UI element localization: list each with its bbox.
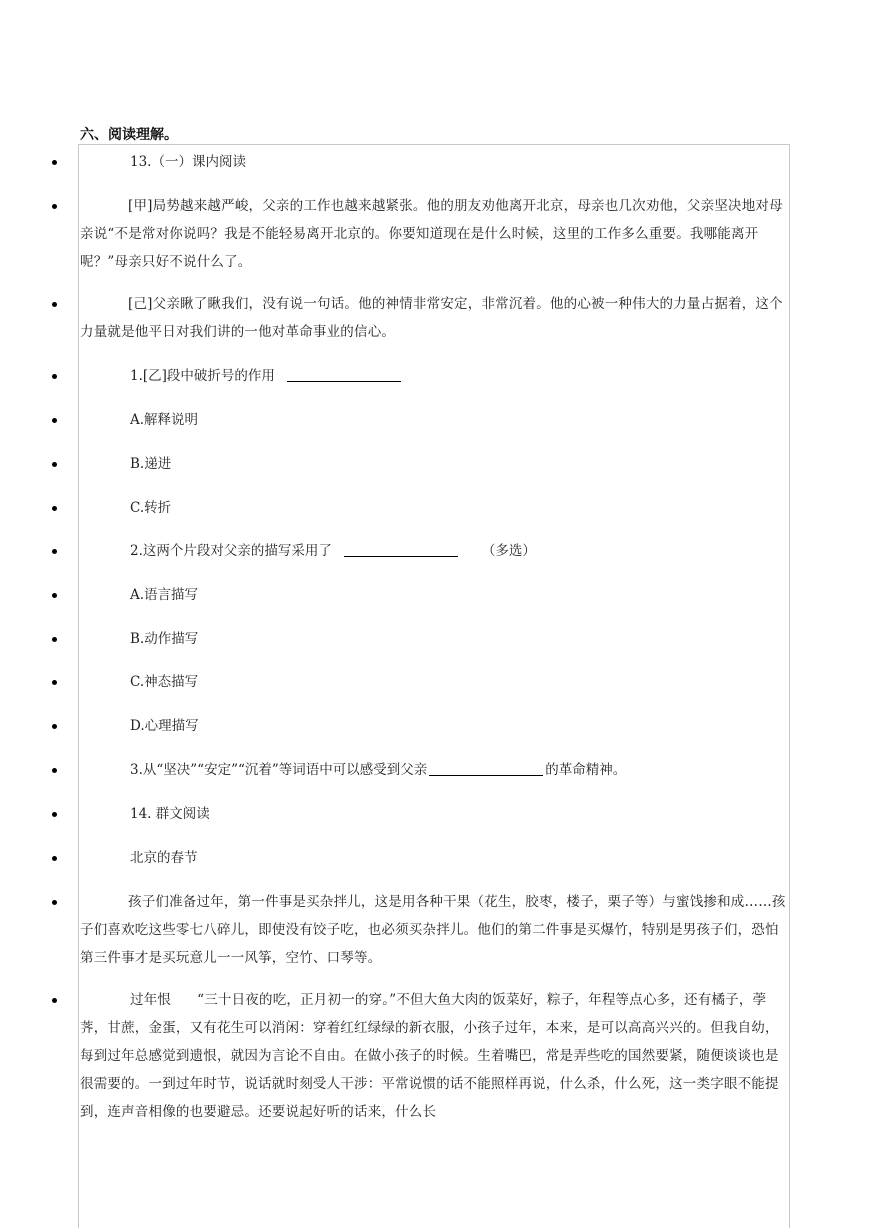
answer-blank[interactable] [287,367,401,382]
option-b: B.动作描写 [130,631,199,647]
multi-select-note: （多选） [481,543,536,559]
passage-ji: [己]父亲瞅了瞅我们，没有说一句话。他的神情非常安定，非常沉着。他的心被一种伟大的力量占据着，这个力量就是他平日对我们讲的一他对革命事业的信心。 [80,296,783,340]
option-c: C.神态描写 [130,674,199,690]
bullet-icon [52,812,57,817]
passage-title: 北京的春节 [130,850,198,866]
bullet-icon [52,680,57,685]
bullet-icon [52,998,57,1003]
bullet-icon [52,593,57,598]
bullet-icon [52,418,57,423]
bullet-icon [52,549,57,554]
bullet-icon [52,204,57,209]
bullet-icon [52,302,57,307]
question-3-text: 3.从“坚决”“安定”“沉着”等词语中可以感受到父亲 [130,762,428,778]
option-c: C.转折 [130,500,172,516]
bullet-icon [52,462,57,467]
bullet-icon [52,768,57,773]
question-2-text: 2.这两个片段对父亲的描写采用了 [130,543,332,559]
question-14-title: 14. 群文阅读 [130,806,210,822]
option-a: A.语言描写 [130,587,199,603]
bullet-icon [52,374,57,379]
question-3-suffix: 的革命精神。 [545,762,627,778]
paragraph-lead: 过年恨 [130,992,172,1008]
question-1-text: 1.[乙]段中破折号的作用 [130,368,275,384]
bullet-icon [52,506,57,511]
bullet-icon [52,160,57,165]
bullet-icon [52,856,57,861]
passage-paragraph: 孩子们准备过年，第一件事是买杂拌儿，这是用各种干果（花生，胶枣，楼子，栗子等）与蜜饯掺和成……孩子们喜欢吃这些零七八碎儿，即使没有饺子吃，也必须买杂拌儿。他们的第二件事是买爆竹，特别是男孩子们，恐怕第三件事才是买玩意儿一一风筝，空竹、口琴等。 [80,894,786,966]
option-d: D.心理描写 [130,718,199,734]
bullet-icon [52,724,57,729]
answer-blank[interactable] [429,761,543,776]
answer-blank[interactable] [344,542,458,557]
question-13-title: 13.（一）课内阅读 [130,154,246,170]
section-heading: 六、阅读理解。 [80,127,178,143]
option-b: B.递进 [130,456,172,472]
passage-paragraph: “三十日夜的吃，正月初一的穿。”不但大鱼大肉的饭菜好，粽子，年程等点心多，还有橘子，荸荠，甘蔗，金蛋，又有花生可以消闲：穿着红红绿绿的新衣服，小孩子过年，本来，是可以高高兴兴的。但我自幼，每到过年总感觉到遗恨，就因为言论不自由。在做小孩子的时候。生着嘴巴，常是弄些吃的国然要紧，随便谈谈也是很需要的。一到过年时节，说话就时刻受人干涉：平常说惯的话不能照样再说，什么杀，什么死，这一类字眼不能提到，连声音相像的也要避忌。还要说起好听的话来，什么长 [80,992,779,1120]
option-a: A.解释说明 [130,412,199,428]
bullet-icon [52,637,57,642]
bullet-icon [52,900,57,905]
passage-jia: [甲]局势越来越严峻，父亲的工作也越来越紧张。他的朋友劝他离开北京，母亲也几次劝他，父亲坚决地对母亲说“不是常对你说吗？我是不能轻易离开北京的。你要知道现在是什么时候，这里的工作多么重要。我哪能离开呢？”母亲只好不说什么了。 [80,198,783,270]
